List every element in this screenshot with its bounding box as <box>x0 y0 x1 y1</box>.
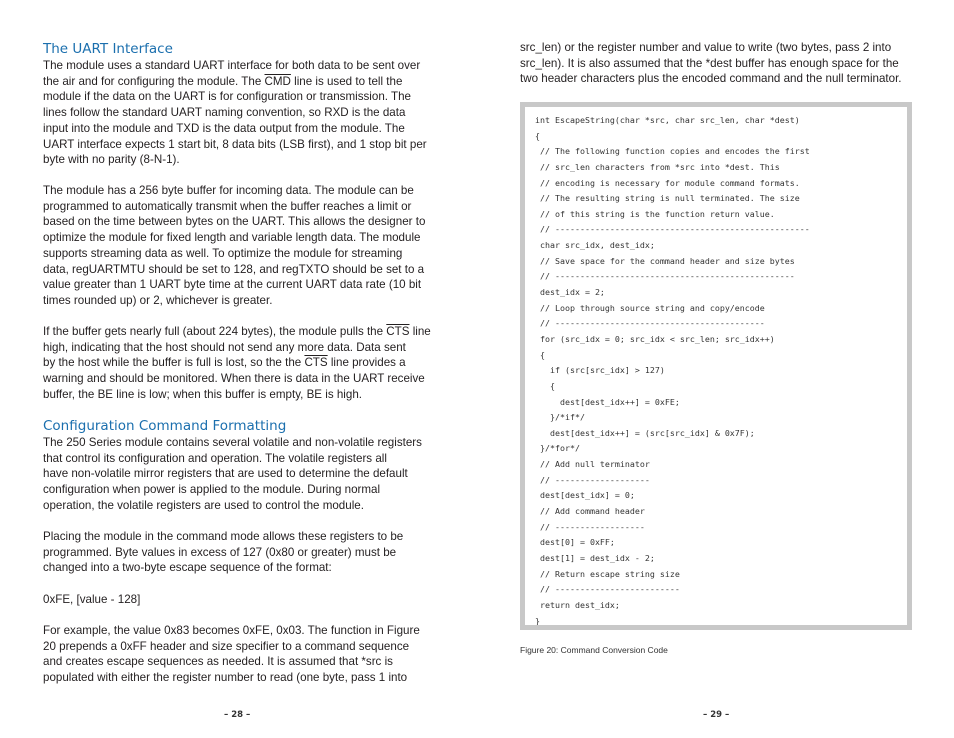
code-line: }/*for*/ <box>535 443 580 454</box>
paragraph-example: For example, the value 0x83 becomes 0xFE, 0x03. The function in Figure 20 prepends a 0xFF header and size specifier to a command sequence and creates escape sequences as needed. It is assumed that *src is populated with either the register number to read (one byte, pass 1 into <box>43 624 420 685</box>
code-line: } <box>535 615 540 625</box>
code-listing-frame <box>520 102 912 630</box>
code-line: // The following function copies and encodes the first <box>535 146 810 157</box>
code-line: dest[1] = dest_idx - 2; <box>535 552 655 563</box>
code-line: dest[dest_idx] = 0; <box>535 490 635 501</box>
code-line: { <box>535 130 540 141</box>
code-line: // Add command header <box>535 506 645 517</box>
figure-caption: Figure 20: Command Conversion Code <box>520 645 668 655</box>
page-number-right: – 29 – <box>703 710 730 720</box>
code-line: if (src[src_idx] > 127) <box>535 365 665 376</box>
code-line: { <box>535 349 545 360</box>
section-heading-uart: The UART Interface <box>43 41 173 57</box>
code-line: // --------------------------------------------------- <box>535 224 810 235</box>
code-line: // ------------------------- <box>535 584 680 595</box>
code-line: dest[dest_idx++] = (src[src_idx] & 0x7F); <box>535 427 755 438</box>
code-line: // ------------------------------------------------ <box>535 271 795 282</box>
code-line: dest[dest_idx++] = 0xFE; <box>535 396 680 407</box>
cts-signal-label: $\overline{CTS}$ <box>386 325 410 338</box>
section-heading-config: Configuration Command Formatting <box>43 418 287 434</box>
paragraph-buffer: The module has a 256 byte buffer for incoming data. The module can be programmed to automatically transmit when the buffer reaches a limit or based on the time between bytes on the UART. This allows the designer to optimize the module for fixed length and variable length data. The module supports streaming data as well. To optimize the module for streaming data, regUARTMTU should be set to 128, and regTXTO should be set to a value greater than 1 UART byte time at the current UART data rate (10 bit times rounded up) or 2, whichever is greater. <box>43 184 426 307</box>
code-line: dest_idx = 2; <box>535 287 605 298</box>
cts-signal-label: $\overline{CTS}$ <box>304 356 328 370</box>
paragraph-escape: Placing the module in the command mode allows these registers to be programmed. Byte values in excess of 127 (0x80 or greater) must be changed into a two-byte escape sequence of the format: <box>43 530 404 575</box>
code-line: // ------------------ <box>535 521 645 532</box>
paragraph-text: line is used to tell the module if the data on the UART is for configuration or transmission. The lines follow the standard UART naming convention, so RXD is the data input into the module and TXD is the data output from the module. The UART interface expects 1 start bit, 8 data bits (LSB first), and 1 stop bit per byte with no parity (8-N-1). <box>43 74 427 167</box>
code-line: return dest_idx; <box>535 599 620 610</box>
code-line: // Return escape string size <box>535 568 680 579</box>
code-line: dest[0] = 0xFF; <box>535 537 615 548</box>
code-line: int EscapeString(char *src, char src_len, char *dest) <box>535 115 800 125</box>
cmd-signal-label: $\overline{CMD}$ <box>264 74 291 88</box>
paragraph-text: line high, indicating that the host should not send any more data. Data sent by the host while the buffer is full is lost, so the the <box>43 325 431 370</box>
code-line: }/*if*/ <box>535 412 585 423</box>
code-line: // encoding is necessary for module command formats. <box>535 177 800 188</box>
code-listing <box>525 107 907 625</box>
paragraph-format: 0xFE, [value - 128] <box>43 593 141 606</box>
paragraph-cts <box>43 324 443 403</box>
paragraph-text: If the buffer gets nearly full (about 224 bytes), the module pulls the <box>43 325 387 338</box>
paragraph-uart-intro <box>43 58 443 168</box>
code-line: // src_len characters from *src into *dest. This <box>535 161 780 172</box>
code-line: for (src_idx = 0; src_idx < src_len; src_idx++) <box>535 333 775 344</box>
code-line: // Add null terminator <box>535 459 650 470</box>
code-line: // Save space for the command header and size bytes <box>535 255 795 266</box>
code-line: // ------------------- <box>535 474 650 485</box>
code-line: char src_idx, dest_idx; <box>535 240 655 251</box>
code-line: // Loop through source string and copy/encode <box>535 302 765 313</box>
paragraph-continued: src_len) or the register number and value to write (two bytes, pass 2 into src_len). It is also assumed that the *dest buffer has enough space for the two header characters plus the encoded command and the null terminator. <box>520 41 902 86</box>
code-line: { <box>535 380 555 391</box>
paragraph-text: The module uses a standard UART interface for both data to be sent over the air and for configuring the module. The <box>43 59 421 88</box>
paragraph-registers: The 250 Series module contains several volatile and non-volatile registers that control its configuration and operation. The volatile registers all have non-volatile mirror registers that are used to determine the default configuration when power is applied to the module. During normal operation, the volatile registers are used to control the module. <box>43 436 422 512</box>
page-number-left: – 28 – <box>224 710 251 720</box>
code-line: // of this string is the function return value. <box>535 208 775 219</box>
paragraph-text: line provides a warning and should be monitored. When there is data in the UART receive buffer, the BE line is low; when this buffer is empty, BE is high. <box>43 356 425 401</box>
code-line: // ------------------------------------------ <box>535 318 765 329</box>
code-line: // The resulting string is null terminated. The size <box>535 193 800 204</box>
